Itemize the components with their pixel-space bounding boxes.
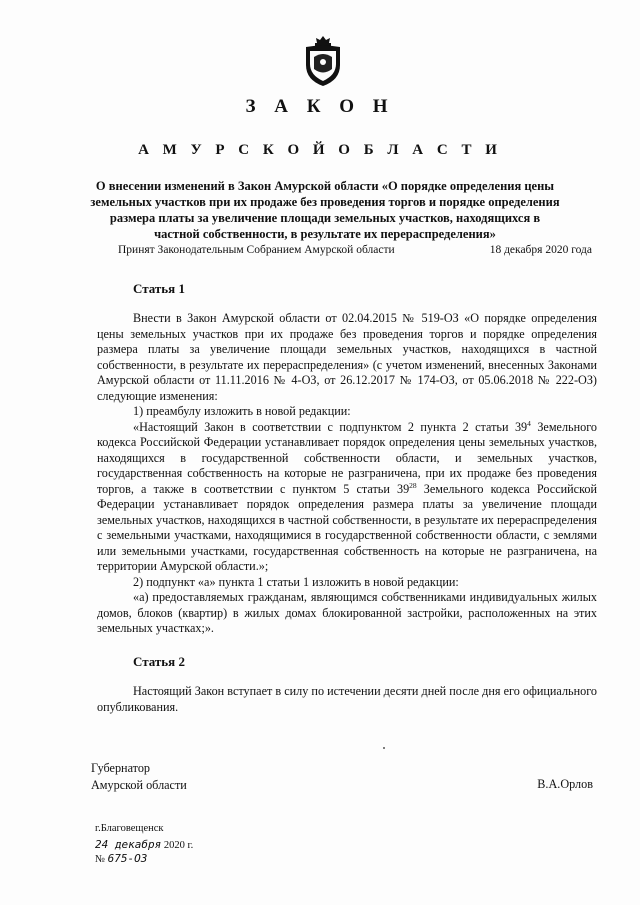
article-2-body — [97, 684, 597, 715]
article-2-heading: Статья 2 — [133, 654, 185, 669]
accepted-row — [118, 244, 592, 256]
signature-position — [91, 760, 187, 794]
footer-year: 2020 г. — [163, 840, 194, 851]
coat-of-arms-icon — [300, 35, 346, 87]
accepted-date: 18 декабря 2020 года — [489, 244, 592, 256]
article-1-intro: Внести в Закон Амурской области от 02.04.2015 № 519-ОЗ «О порядке определения цены земельных участков при их продаже без проведения торгов и порядке определения размера платы за увеличение площади земельных участков, находящихся в частной собственности, в результате их перераспределения» (с учетом изменений, внесенных Законами Амурской области от 11.11.2016 № 4-ОЗ, от 26.12.2017 № 174-ОЗ, от 05.06.2018 № 222-ОЗ) следующие изменения: — [97, 311, 597, 403]
article-2-text: Настоящий Закон вступает в силу по истечении десяти дней после дня его официального опубликования. — [97, 684, 597, 714]
number-prefix: № — [95, 854, 106, 865]
superscript: 28 — [409, 480, 417, 490]
article-1-item-2: 2) подпункт «а» пункта 1 статьи 1 изложить в новой редакции: — [133, 574, 459, 589]
position-line-2: Амурской области — [91, 778, 187, 792]
accepted-by: Принят Законодательным Собранием Амурской области — [118, 244, 395, 256]
article-1-heading: Статья 1 — [133, 281, 185, 296]
footer-number — [95, 852, 147, 865]
law-name: О внесении изменений в Закон Амурской области «О порядке определения цены земельных участков при их продаже без проведения торгов и порядке определения размера платы за увеличение площади земельных участков, находящихся в частной собственности, в результате их перераспределения» — [90, 179, 560, 241]
signer-name: В.А.Орлов — [537, 777, 593, 791]
footer-date — [95, 838, 193, 851]
document-subtitle: А М У Р С К О Й О Б Л А С Т И — [138, 142, 502, 158]
footer-city: г.Благовещенск — [95, 823, 164, 834]
superscript: 4 — [527, 418, 531, 428]
position-line-1: Губернатор — [91, 761, 151, 775]
document-title: З А К О Н — [245, 96, 395, 117]
handwritten-number: 675-ОЗ — [107, 852, 148, 865]
handwritten-date: 24 декабря — [95, 838, 162, 851]
article-1-item-1: 1) преамбулу изложить в новой редакции: — [133, 404, 351, 418]
scan-speck — [383, 747, 385, 749]
article-1-body — [97, 311, 597, 637]
article-1-quote-1: «Настоящий Закон в соответствии с подпунктом 2 пункта 2 статьи $39^4$ Земельного кодекса Российской Федерации устанавливает порядок определения цены земельных участков, находящихся в государственной собственности области, и земельных участков, государственная собственность на которые не разграничена, при их продаже без проведения торгов, а также в соответствии с пунктом 5 статьи $39^{28}$ Земельного кодекса Российской Федерации устанавливает порядок определения размера платы за увеличение площади земельных участков, находящихся в частной собственности, в результате их перераспределения с земельными участками, находящимися в государственной собственности области, с землями или земельными участками, государственная собственность на которые не разграничена, на территории Амурской области.»; — [97, 418, 597, 573]
article-1-quote-2: «а) предоставляемых гражданам, являющимся собственниками индивидуальных жилых домов, блоков (квартир) в жилых домах блокированной застройки, расположенных на этих земельных участках;». — [97, 590, 597, 635]
